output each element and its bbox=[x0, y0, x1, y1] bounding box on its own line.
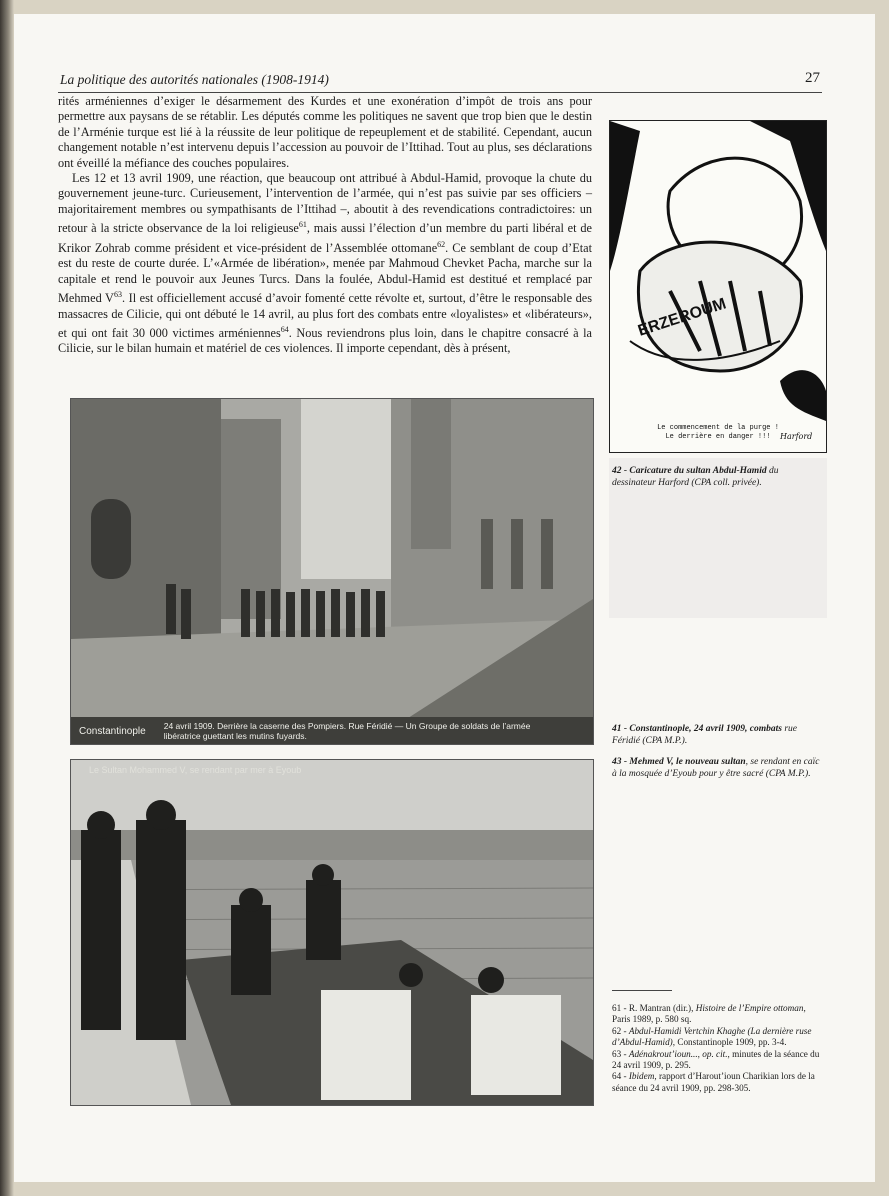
caricature-banner-word: ERZEROUM bbox=[635, 295, 729, 340]
photo-41-strip-place: Constantinople bbox=[79, 725, 146, 737]
boat-photo-illustration bbox=[71, 760, 593, 1105]
caricature-caption bbox=[610, 424, 826, 442]
caption-41: 41 - Constantinople, 24 avril 1909, combats rue Féridié (CPA M.P.). bbox=[612, 724, 798, 746]
street-photo-illustration bbox=[71, 399, 593, 744]
photo-41-strip-text: 24 avril 1909. Derrière la caserne des Pompiers. Rue Féridié — Un Groupe de soldats de l’armée libératrice guettant les mutins fuyards. bbox=[163, 721, 531, 741]
photo-41-street-soldiers bbox=[70, 398, 594, 745]
caption-43: 43 - Mehmed V, le nouveau sultan, se rendant en caïc à la mosquée d’Eyoub pour y être sacré (CPA M.P.). bbox=[612, 757, 820, 779]
caricature-caption-line-2: Le derrière en danger !!! bbox=[665, 433, 771, 441]
footnote-62: 62 - Abdul-Hamidi Vertchin Khaghe (La dernière ruse d’Abdul-Hamid), Constantinople 1909, pp. 3-4. bbox=[612, 1025, 812, 1048]
footnote-ref-62[interactable]: 62 bbox=[437, 239, 446, 249]
caricature-signature: Harford bbox=[780, 432, 813, 441]
photo-43-sultan-boat bbox=[70, 759, 594, 1106]
paragraph-2: Les 12 et 13 avril 1909, une réaction, que beaucoup ont attribué à Abdul-Hamid, provoque la chute du gouvernement jeune-turc. Curieusement, l’intervention de l’armée, qui n’est pas suivie par ses officiers – majoritairement membres ou sympathisants de l’Ittihad –, aboutit à des revendications contradictoires: un retour à la stricte observance de la loi religieuse$^{61}$, mais aussi l’élection d’un membre du parti libéral et de Krikor Zohrab comme président et vice-président de l’Assemblée ottomane$^{62}$. Ce semblant de coup d’Etat est du reste de courte durée. L’«Armée de libération», menée par Mahmoud Chevket Pacha, marche sur la capitale et rend le pouvoir aux Jeunes Turcs. Dans la foulée, Abdul-Hamid est destitué et remplacé par Mehmed $V^{63}$. Il est officiellement accusé d’avoir fomenté cette révolte et, surtout, d’être le responsable des massacres de Cilicie, qui ont débuté le 14 avril, au plus fort des combats entre «loyalistes» et «libérateurs», et qui ont fait 30 000 victimes arméniennes$^{64}$. Nous reviendrons plus loin, dans le chapitre consacré à la Cilicie, sur le bilan humain et matériel de ces violences. Il importe cependant, dès à présent, bbox=[58, 171, 593, 356]
page-number: 27 bbox=[805, 70, 820, 86]
footnote-64: 64 - Ibidem, rapport d’Harout’ioun Charikian lors de la séance du 24 avril 1909, pp. 298-305. bbox=[612, 1071, 815, 1093]
photo-41-strip bbox=[71, 718, 593, 744]
caricature-drawing bbox=[610, 121, 826, 452]
main-body-text bbox=[58, 94, 592, 357]
footnote-63: 63 - Adénakrout’ioun..., op. cit., minutes de la séance du 24 avril 1909, p. 295. bbox=[612, 1048, 820, 1071]
footnote-divider bbox=[612, 990, 672, 991]
footnote-61: 61 - R. Mantran (dir.), Histoire de l’Empire ottoman, Paris 1989, p. 580 sq. bbox=[612, 1003, 806, 1025]
page-header bbox=[58, 70, 822, 93]
caption-42-label: 42 - Caricature du sultan Abdul-Hamid bbox=[612, 466, 767, 476]
footnote-ref-63[interactable]: 63 bbox=[113, 290, 122, 300]
caption-41-label: 41 - Constantinople, 24 avril 1909, combats bbox=[612, 724, 782, 734]
paragraph-1: rités arméniennes d’exiger le désarmement des Kurdes et une exonération d’impôt de trois ans pour permettre aux paysans de se rétablir. Les députés comme les politiques ne savent que trop bien que le destin de l’Arménie turque est lié à la réussite de leur politique de repeuplement et de stabilité. Cependant, aucun changement notable n’est intervenu depuis l’accession au pouvoir de l’Ittihad. Tout au plus, ses déclarations ont éveillé la méfiance des couches populaires. bbox=[58, 94, 592, 170]
footnote-ref-61[interactable]: 61 bbox=[298, 220, 307, 230]
footnote-ref-64[interactable]: 64 bbox=[280, 324, 289, 334]
footnotes bbox=[612, 1003, 826, 1094]
caricature-42-abdul-hamid bbox=[609, 120, 827, 453]
caption-42: 42 - Caricature du sultan Abdul-Hamid du dessinateur Harford (CPA coll. privée). bbox=[612, 466, 779, 488]
book-spine-shadow bbox=[0, 0, 14, 1196]
caricature-caption-line-1: Le commencement de la purge ! bbox=[657, 424, 779, 432]
caption-43-label: 43 - Mehmed V, le nouveau sultan bbox=[612, 757, 746, 767]
running-title: La politique des autorités nationales (1908-1914) bbox=[60, 72, 329, 87]
photo-43-strip-text: Le Sultan Mohammed V, se rendant par mer à Eyoub bbox=[89, 765, 302, 775]
